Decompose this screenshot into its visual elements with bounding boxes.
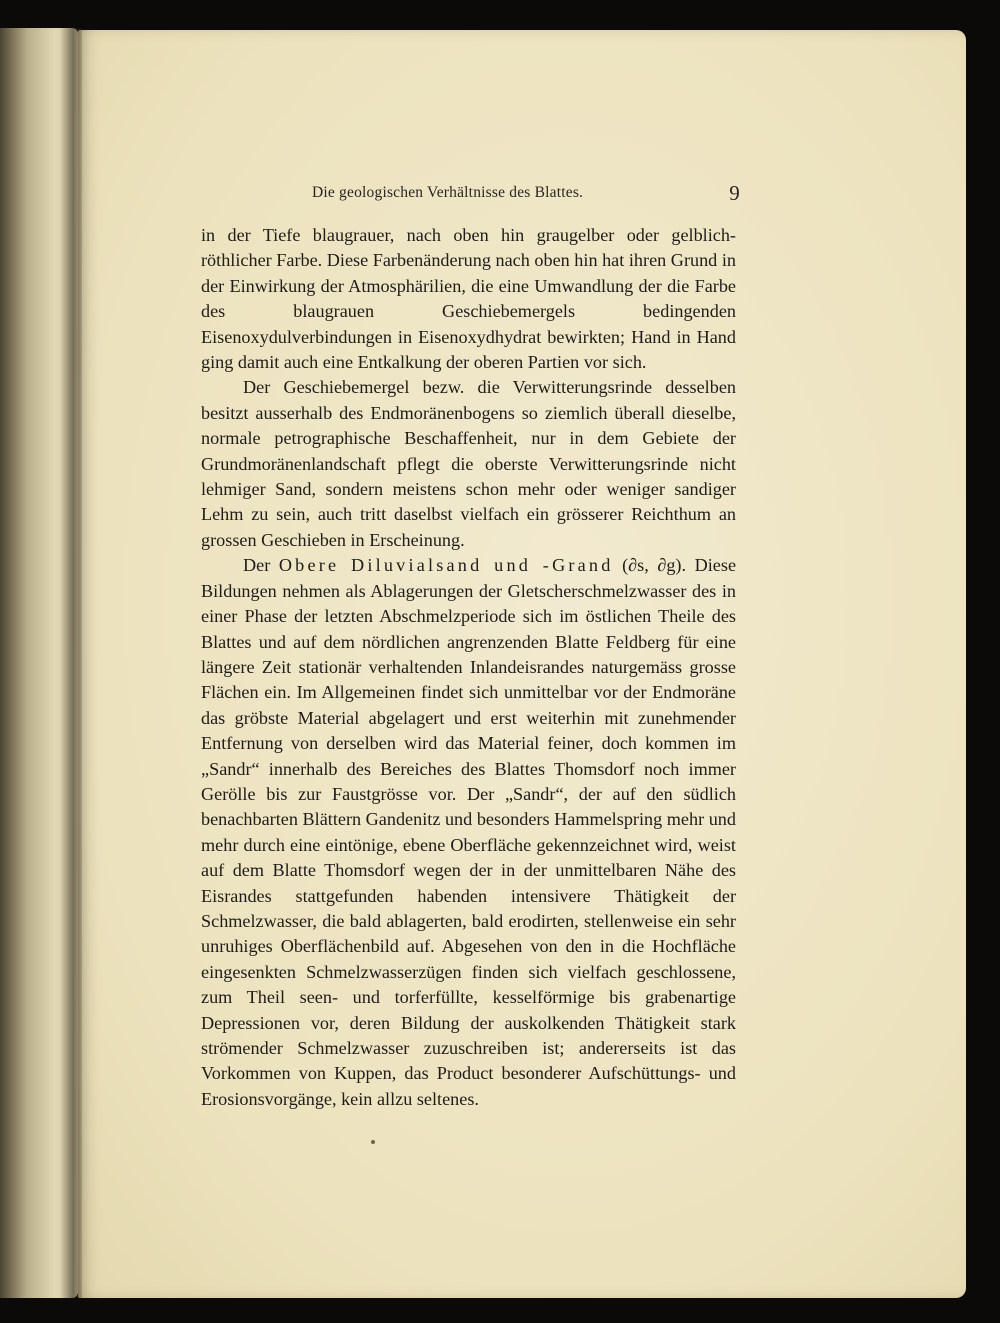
section-term: Obere Diluvialsand und -Grand	[278, 555, 614, 576]
page-number: 9	[729, 181, 740, 205]
running-header	[312, 181, 740, 205]
paragraph-3-text: Diese Bildungen nehmen als Ablagerungen der Gletscherschmelzwasser des in einer Phase der letzten Abschmelzperiode sich im östlichen Theile des Blattes und auf dem nördlichen angrenzenden Blatte Feldberg für eine längere Zeit stationär verhaltenden Inlandeisrandes naturgemäss grosse Flächen ein. Im Allgemeinen findet sich unmittelbar vor der Endmoräne das gröbste Material abgelagert und erst weiterhin mit zunehmender Entfernung von derselben wird das Material feiner, doch kommen im „Sandr“ innerhalb des Bereiches des Blattes Thomsdorf noch immer Gerölle bis zur Faustgrösse vor. Der „Sandr“, der auf den südlich benachbarten Blättern Gandenitz und besonders Hammelspring mehr und mehr durch eine eintönige, ebene Oberfläche gekennzeichnet wird, weist auf dem Blatte Thomsdorf wegen der in der unmittelbaren Nähe des Eisrandes stattgefunden habenden intensivere Thätigkeit der Schmelzwasser, die bald ablagerten, bald erodirten, stellenweise ein sehr unruhiges Oberflächenbild auf. Abgesehen von den in die Hochfläche eingesenkten Schmelzwasserzügen finden sich vielfach geschlossene, zum Theil seen- und torferfüllte, kesselförmige bis grabenartige Depressionen vor, deren Bildung der auskolkenden Thätigkeit stark strömender Schmelzwasser zuzuschreiben ist; andererseits ist das Vorkommen von Kuppen, das Product besonderer Aufschüttungs- und Erosionsvorgänge, kein allzu seltenes.	[201, 555, 737, 1109]
header-title: Die geologischen Verhältnisse des Blattes.	[312, 184, 584, 201]
page-speck	[371, 1140, 375, 1144]
map-symbols: (∂s, ∂g).	[622, 555, 687, 576]
paragraph-3	[201, 553, 736, 1112]
paragraph-1: in der Tiefe blaugrauer, nach oben hin graugelber oder gelblich-röthlicher Farbe. Diese Farbenänderung nach oben hin hat ihren Grund in der Einwirkung der Atmosphärilien, die eine Umwandlung der die Farbe des blaugrauen Geschiebemergels bedingenden Eisenoxydulverbindungen in Eisenoxydhydrat bewirkten; Hand in Hand ging damit auch eine Entkalkung der oberen Partien vor sich.	[201, 225, 736, 373]
book-gutter-shadow	[60, 28, 82, 1298]
paragraph-3-lead: Der	[243, 555, 271, 576]
page-body	[201, 223, 736, 1112]
paragraph-2: Der Geschiebemergel bezw. die Verwitterungsrinde desselben besitzt ausserhalb des Endmoränenbogens so ziemlich überall dieselbe, normale petrographische Beschaffenheit, nur in dem Gebiete der Grundmoränenlandschaft pflegt die oberste Verwitterungsrinde nicht lehmiger Sand, sondern meistens schon mehr oder weniger sandiger Lehm zu sein, auch tritt daselbst vielfach ein grösserer Reichthum an grossen Geschieben in Erscheinung.	[201, 377, 736, 550]
